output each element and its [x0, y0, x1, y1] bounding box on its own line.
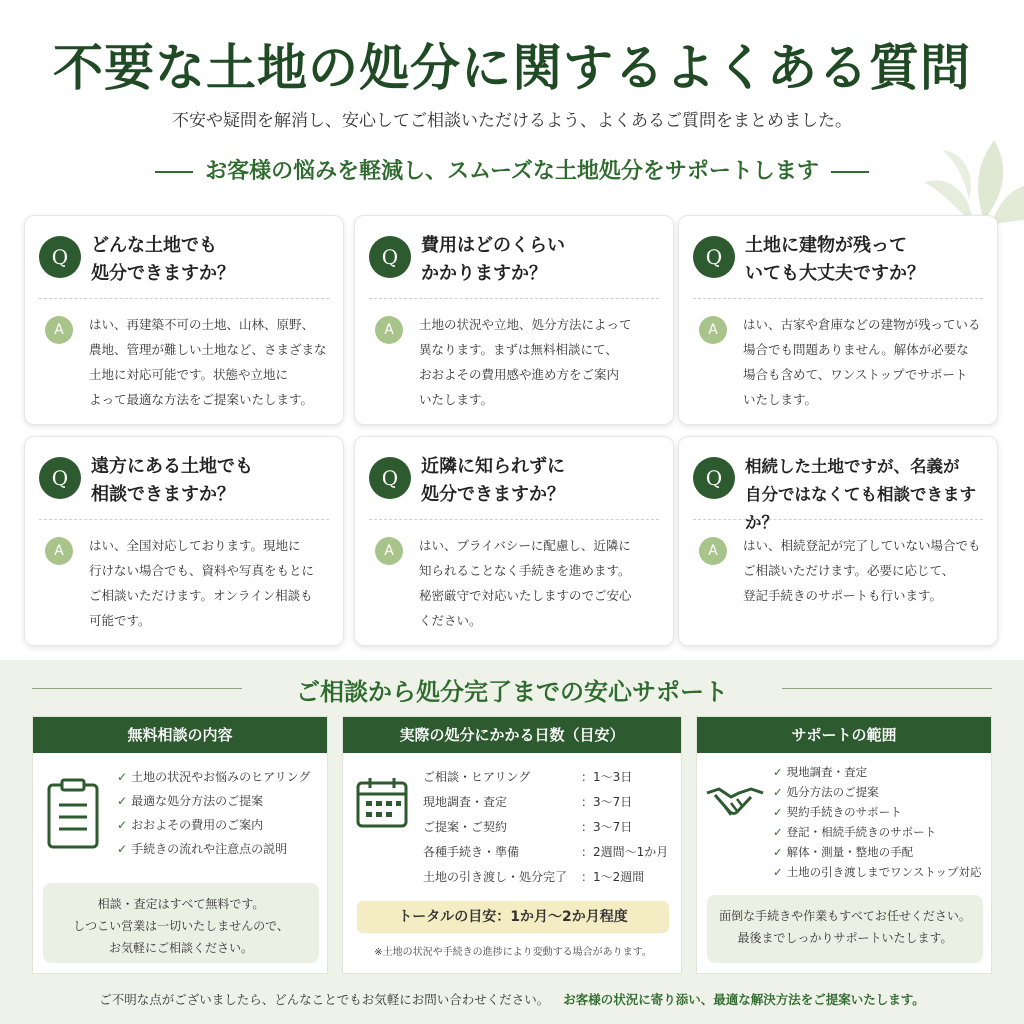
q-badge: Q: [369, 236, 411, 278]
card-divider: [369, 298, 659, 299]
a-badge: A: [375, 537, 403, 565]
q-badge: Q: [693, 457, 735, 499]
tagline-rule-right: [831, 171, 869, 173]
question-text: 相続した土地ですが、名義が 自分ではなくても相談できますか？: [745, 457, 976, 532]
table-row: 現地調査・査定 ：3〜7日: [423, 795, 633, 809]
table-row: ご相談・ヒアリング ：1〜3日: [423, 770, 633, 784]
check-icon: ✓: [773, 785, 783, 799]
list-item: ✓ 現地調査・査定: [773, 765, 868, 779]
check-icon: ✓: [773, 765, 783, 779]
question-text: 土地に建物が残って いても大丈夫ですか？: [745, 235, 925, 284]
q-badge: Q: [693, 236, 735, 278]
answer-text: はい、プライバシーに配慮し、近隣に 知られることなく手続きを進めます。 秘密厳守で対応いたしますのでご安心 ください。: [419, 538, 632, 628]
check-icon: ✓: [773, 825, 783, 839]
faq-card: [24, 215, 344, 425]
question-text: 遠方にある土地でも 相談できますか？: [91, 456, 253, 505]
faq-card: [678, 215, 998, 425]
answer-text: はい、再建築不可の土地、山林、原野、 農地、管理が難しい土地など、さまざまな 土地に対応可能です。状態や立地に よって最適な方法をご提案いたします。: [89, 317, 327, 407]
panel-heading: 実際の処分にかかる日数（目安）: [343, 717, 681, 753]
card-divider: [39, 519, 329, 520]
list-item: ✓ 解体・測量・整地の手配: [773, 845, 914, 859]
card-divider: [693, 519, 983, 520]
faq-card: [354, 436, 674, 646]
consult-panel: [32, 716, 328, 974]
support-title: ご相談から処分完了までの安心サポート: [296, 677, 728, 706]
page-title: 不要な土地の処分に関するよくある質問: [53, 38, 971, 97]
check-icon: ✓: [117, 842, 128, 856]
consult-list: [117, 765, 310, 861]
q-badge: Q: [369, 457, 411, 499]
check-icon: ✓: [773, 805, 783, 819]
scope-list: [773, 762, 981, 882]
list-item: ✓ 最適な処分方法のご提案: [117, 794, 264, 808]
tagline-rule-left: [155, 171, 193, 173]
q-badge: Q: [39, 457, 81, 499]
footer: [0, 990, 1024, 1008]
scope-note: 面倒な手続きや作業もすべてお任せください。 最後までしっかりサポートいたします。: [707, 895, 983, 963]
page-subtitle: 不安や疑問を解消し、安心してご相談いただけるよう、よくあるご質問をまとめました。: [172, 111, 852, 131]
question-text: 近隣に知られずに 処分できますか？: [421, 456, 565, 505]
clipboard-icon: [45, 777, 101, 849]
answer-text: はい、全国対応しております。現地に 行けない場合でも、資料や写真をもとに ご相談いただけます。オンライン相談も 可能です。: [89, 538, 315, 628]
table-row: 各種手続き・準備 ：2週間〜1か月: [423, 845, 669, 859]
calendar-icon: [355, 775, 409, 829]
footer-left: ご不明な点がございましたら、どんなことでもお気軽にお問い合わせください。: [99, 992, 550, 1007]
answer-text: 土地の状況や立地、処分方法によって 異なります。まずは無料相談にて、 おおよその費用感や進め方をご案内 いたします。: [419, 317, 632, 407]
days-table: [423, 765, 668, 890]
check-icon: ✓: [117, 770, 128, 784]
q-badge: Q: [39, 236, 81, 278]
handshake-icon: [705, 781, 765, 825]
table-row: ご提案・ご契約 ：3〜7日: [423, 820, 633, 834]
card-divider: [693, 298, 983, 299]
list-item: ✓ 契約手続きのサポート: [773, 805, 902, 819]
check-icon: ✓: [773, 845, 783, 859]
check-icon: ✓: [117, 818, 128, 832]
panel-heading: サポートの範囲: [697, 717, 991, 753]
days-panel: [342, 716, 682, 974]
tagline-text: お客様の悩みを軽減し、スムーズな土地処分をサポートします: [205, 159, 819, 184]
answer-text: はい、古家や倉庫などの建物が残っている 場合でも問題ありません。解体が必要な 場合も含めて、ワンストップでサポート いたします。: [743, 317, 981, 407]
a-badge: A: [45, 316, 73, 344]
list-item: ✓ 手続きの流れや注意点の説明: [117, 842, 288, 856]
question-text: どんな土地でも 処分できますか？: [91, 235, 235, 284]
faq-card: [354, 215, 674, 425]
a-badge: A: [699, 316, 727, 344]
days-note: ※土地の状況や手続きの進捗により変動する場合があります。: [374, 947, 652, 958]
consult-note: 相談・査定はすべて無料です。 しつこい営業は一切いたしませんので、 お気軽にご相談ください。: [43, 883, 319, 963]
table-row: 土地の引き渡し・処分完了 ：1〜2週間: [423, 870, 645, 884]
list-item: ✓ 土地の状況やお悩みのヒアリング: [117, 770, 311, 784]
card-divider: [39, 298, 329, 299]
answer-text: はい、相続登記が完了していない場合でも ご相談いただけます。必要に応じて、 登記手続きのサポートも行います。: [743, 538, 981, 603]
a-badge: A: [699, 537, 727, 565]
list-item: ✓ 処分方法のご提案: [773, 785, 879, 799]
faq-card: [24, 436, 344, 646]
faq-card: [678, 436, 998, 646]
card-divider: [369, 519, 659, 520]
list-item: ✓ おおよその費用のご案内: [117, 818, 264, 832]
a-badge: A: [45, 537, 73, 565]
scope-panel: [696, 716, 992, 974]
list-item: ✓ 登記・相続手続きのサポート: [773, 825, 937, 839]
total-estimate: トータルの目安：1か月〜2か月程度: [357, 901, 669, 933]
tagline: [0, 154, 1024, 185]
check-icon: ✓: [773, 865, 783, 879]
list-item: ✓ 土地の引き渡しまでワンストップ対応: [773, 865, 982, 879]
question-text: 費用はどのくらい かかりますか？: [421, 235, 565, 284]
panel-heading: 無料相談の内容: [33, 717, 327, 753]
check-icon: ✓: [117, 794, 128, 808]
a-badge: A: [375, 316, 403, 344]
footer-right: お客様の状況に寄り添い、最適な解決方法をご提案いたします。: [563, 992, 925, 1007]
